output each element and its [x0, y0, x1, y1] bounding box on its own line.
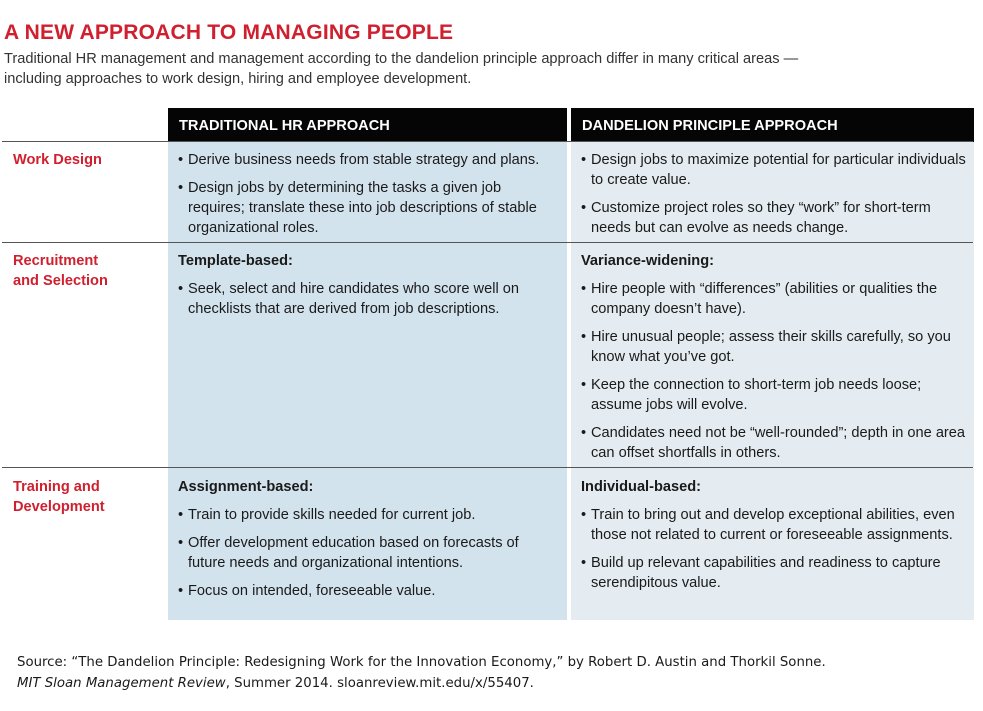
list-item: • Train to provide skills needed for current job.: [178, 505, 559, 525]
subtitle-line-2: including approaches to work design, hiring and employee development.: [4, 71, 472, 87]
cell-recruitment-traditional: [168, 243, 567, 467]
list-item: • Hire unusual people; assess their skills carefully, so you know what you’ve got.: [581, 327, 966, 367]
source-line-2: [17, 673, 826, 694]
list-item: • Focus on intended, foreseeable value.: [178, 581, 559, 601]
subtitle: [4, 49, 964, 89]
cell-work-design-dandelion: [571, 142, 974, 242]
source-line-2-rest: , Summer 2014. sloanreview.mit.edu/x/55407.: [225, 676, 534, 691]
row-label-line: Work Design: [13, 152, 102, 168]
cell-recruitment-dandelion: [571, 243, 974, 467]
list-item: • Keep the connection to short-term job needs loose; assume jobs will evolve.: [581, 375, 966, 415]
list-item: • Customize project roles so they “work” for short-term needs but can evolve as needs change.: [581, 198, 966, 238]
bullet-list: [178, 505, 559, 601]
row-label-line: Recruitment: [13, 253, 99, 269]
journal-name: MIT Sloan Management Review: [17, 676, 226, 691]
page-title: A NEW APPROACH TO MANAGING PEOPLE: [4, 21, 454, 44]
cell-heading: Variance-widening:: [581, 253, 714, 269]
column-header-dandelion: DANDELION PRINCIPLE APPROACH: [571, 108, 974, 142]
column-header-traditional: TRADITIONAL HR APPROACH: [168, 108, 567, 142]
cell-training-dandelion: [571, 468, 974, 620]
cell-heading: Template-based:: [178, 253, 293, 269]
cell-heading: Assignment-based:: [178, 479, 314, 495]
list-item: • Hire people with “differences” (abilities or qualities the company doesn’t have).: [581, 279, 966, 319]
row-label-recruitment-selection: [13, 251, 108, 291]
subtitle-line-1: Traditional HR management and management according to the dandelion principle approach differ in many critical areas —: [4, 51, 799, 67]
bullet-list: [178, 279, 559, 319]
bullet-list: [581, 505, 966, 593]
source-citation: [17, 652, 826, 694]
list-item: • Candidates need not be “well-rounded”; depth in one area can offset shortfalls in others.: [581, 423, 966, 463]
list-item: • Train to bring out and develop exceptional abilities, even those not related to current or foreseeable assignments.: [581, 505, 966, 545]
cell-training-traditional: [168, 468, 567, 620]
source-line-1: Source: “The Dandelion Principle: Redesigning Work for the Innovation Economy,” by Robert D. Austin and Thorkil Sonne.: [17, 655, 826, 670]
list-item: • Derive business needs from stable strategy and plans.: [178, 150, 559, 170]
list-item: • Design jobs by determining the tasks a given job requires; translate these into job descriptions of stable organizational roles.: [178, 178, 559, 238]
list-item: • Offer development education based on forecasts of future needs and organizational intentions.: [178, 533, 559, 573]
row-label-line: Development: [13, 499, 105, 515]
bullet-list: [178, 150, 559, 238]
cell-work-design-traditional: [168, 142, 567, 242]
row-label-line: and Selection: [13, 273, 108, 289]
bullet-list: [581, 279, 966, 463]
row-label-work-design: [13, 150, 102, 170]
list-item: • Seek, select and hire candidates who score well on checklists that are derived from job descriptions.: [178, 279, 559, 319]
row-label-line: Training and: [13, 479, 100, 495]
row-label-training-development: [13, 477, 105, 517]
list-item: • Build up relevant capabilities and readiness to capture serendipitous value.: [581, 553, 966, 593]
list-item: • Design jobs to maximize potential for particular individuals to create value.: [581, 150, 966, 190]
cell-heading: Individual-based:: [581, 479, 702, 495]
bullet-list: [581, 150, 966, 238]
